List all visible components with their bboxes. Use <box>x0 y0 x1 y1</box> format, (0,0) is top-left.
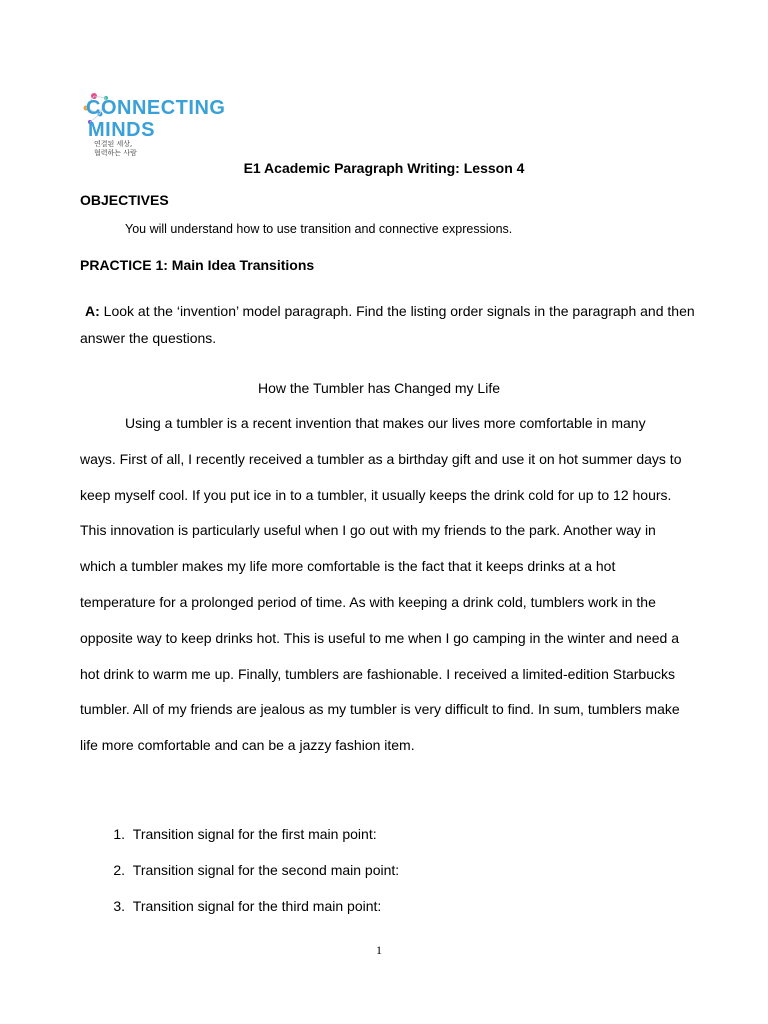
objective-text: You will understand how to use transition and connective expressions. <box>125 222 513 236</box>
question-list <box>80 824 680 932</box>
page-title: E1 Academic Paragraph Writing: Lesson 4 <box>243 160 525 176</box>
question-item <box>80 896 680 932</box>
logo-line2: MINDS <box>88 119 155 141</box>
question-number: 3. <box>113 898 125 914</box>
practice-heading: PRACTICE 1: Main Idea Transitions <box>80 257 315 273</box>
question-item <box>80 860 680 896</box>
logo-tagline: 연결된 세상, 협력하는 사람 <box>94 140 137 157</box>
model-paragraph: Using a tumbler is a recent invention that makes our lives more comfortable in many ways. First of all, I recently received a tumbler as a birthday gift and use it on hot summer days to keep myself cool. If you put ice in to a tumbler, it usually keeps the drink cold for up to 12 hours. This innovation is particularly useful when I go out with my friends to the park. Another way in which a tumbler makes my life more comfortable is the fact that it keeps drinks at a hot temperature for a prolonged period of time. As with keeping a drink cold, tumblers work in the opposite way to keep drinks hot. This is useful to me when I go camping in the winter and need a hot drink to warm me up. Finally, tumblers are fashionable. I received a limited-edition Starbucks tumbler. All of my friends are jealous as my tumbler is very difficult to find. In sum, tumblers make life more comfortable and can be a jazzy fashion item. <box>80 415 682 754</box>
connecting-minds-logo <box>80 82 240 162</box>
question-text: Transition signal for the first main point: <box>132 826 377 842</box>
page-number: 1 <box>376 943 382 957</box>
logo-line1: CONNECTING <box>86 97 226 119</box>
question-item <box>80 824 680 860</box>
instruction <box>80 298 700 352</box>
question-number: 1. <box>113 826 125 842</box>
question-text: Transition signal for the second main point: <box>132 862 400 878</box>
instruction-label: A: <box>85 303 100 319</box>
question-text: Transition signal for the third main point: <box>132 898 382 914</box>
question-number: 2. <box>113 862 125 878</box>
paragraph-title: How the Tumbler has Changed my Life <box>257 380 500 396</box>
instruction-text: Look at the ‘invention’ model paragraph. Find the listing order signals in the paragraph and then answer the questions. <box>80 303 695 346</box>
objectives-heading: OBJECTIVES <box>80 192 169 208</box>
